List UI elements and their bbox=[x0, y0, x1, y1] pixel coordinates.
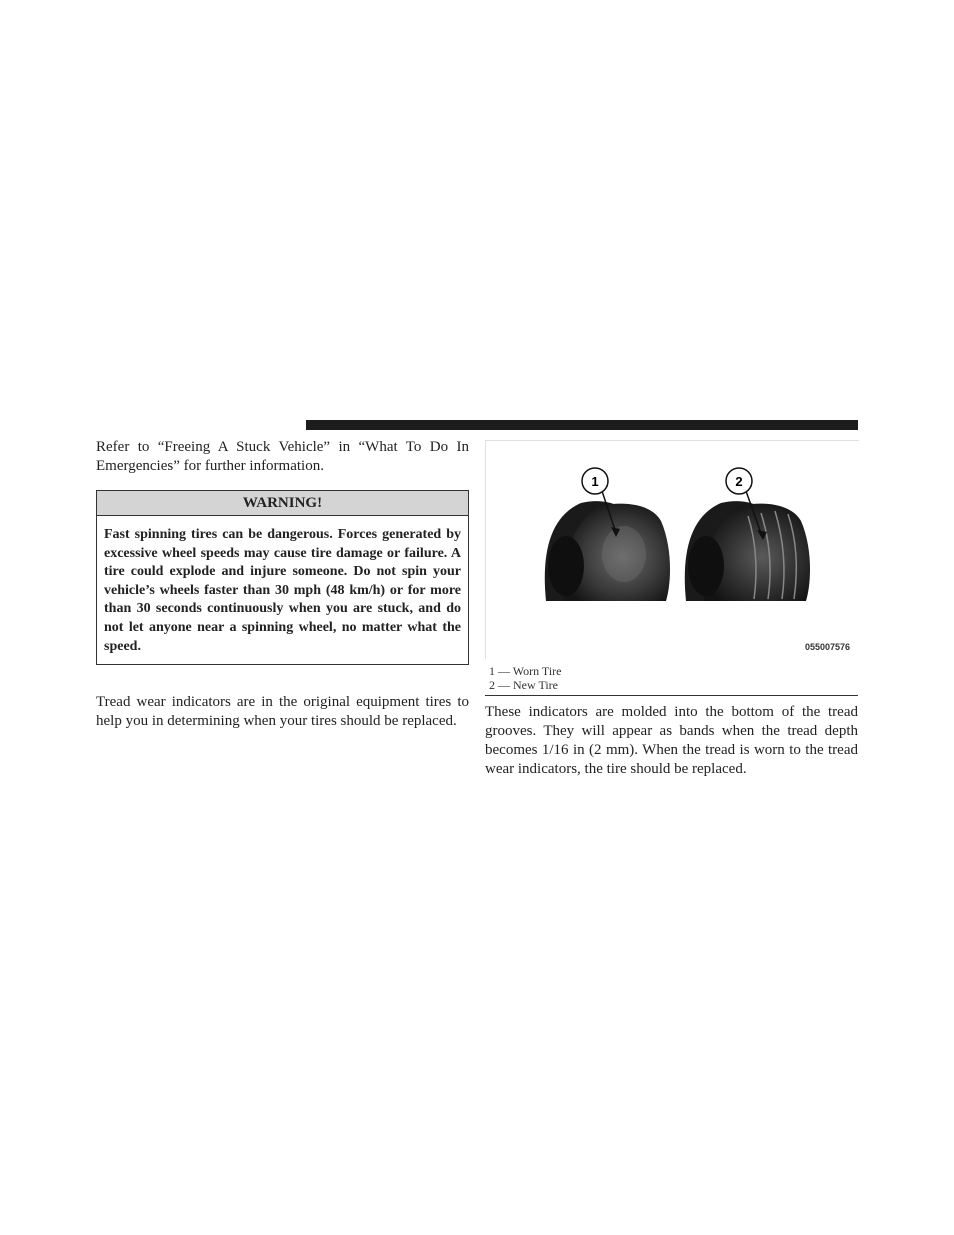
intro-paragraph: Refer to “Freeing A Stuck Vehicle” in “What To Do In Emergencies” for further information. bbox=[96, 439, 469, 474]
callout-2-label: 2 bbox=[735, 474, 743, 489]
warning-title: WARNING! bbox=[97, 491, 468, 516]
caption-divider bbox=[485, 695, 858, 696]
new-tire-graphic bbox=[685, 501, 810, 601]
callout-1-label: 1 bbox=[591, 474, 599, 489]
indicators-paragraph: These indicators are molded into the bottom of the tread grooves. They will appear as bands when the tread depth becomes 1/16 in (2 mm). When the tread is worn to the tread wear indicators, the tire should be replaced. bbox=[485, 704, 858, 777]
caption-new-tire: 2 — New Tire bbox=[489, 678, 559, 692]
section-header-bar bbox=[306, 420, 858, 430]
tire-illustration bbox=[486, 441, 859, 659]
warning-box bbox=[96, 490, 469, 665]
left-column bbox=[96, 438, 469, 731]
worn-tire-graphic bbox=[545, 501, 670, 601]
warning-body: Fast spinning tires can be dangerous. Forces generated by excessive wheel speeds may cause tire damage or failure. A tire could explode and injure someone. Do not spin your vehicle’s wheels faster than 30 mph (48 km/h) or for more than 30 seconds continuously when you are stuck, and do not let anyone near a spinning wheel, no matter what the speed. bbox=[104, 527, 461, 654]
tread-indicator-paragraph: Tread wear indicators are in the original equipment tires to help you in determining when your tires should be replaced. bbox=[96, 694, 469, 730]
figure-code: 055007576 bbox=[805, 642, 851, 652]
tire-figure bbox=[485, 440, 859, 659]
caption-worn-tire: 1 — Worn Tire bbox=[489, 664, 562, 678]
right-column bbox=[485, 440, 858, 777]
figure-captions bbox=[489, 664, 562, 692]
